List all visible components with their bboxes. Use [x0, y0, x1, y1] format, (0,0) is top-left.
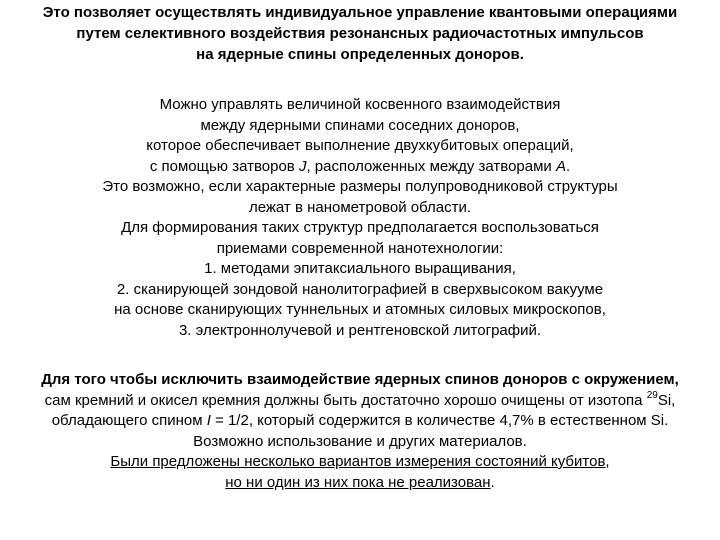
- bottom-line-2-pre: сам кремний и окисел кремния должны быть достаточно хорошо очищены от изотопа: [44, 391, 647, 409]
- middle-line-1: Можно управлять величиной косвенного взаимодействия: [159, 96, 561, 113]
- spin-variable: I: [206, 412, 211, 429]
- bottom-line-3-post: = 1/2, который содержится в количестве 4,7% в естественном Si.: [210, 412, 669, 429]
- bottom-line-2-post: Si,: [657, 391, 676, 409]
- bottom-line-4: Возможно использование и других материалов.: [193, 432, 527, 450]
- method-item-2-cont: на основе сканирующих туннельных и атомных силовых микроскопов,: [114, 301, 606, 318]
- middle-line-6: лежат в нанометровой области.: [248, 198, 472, 216]
- bottom-line-6: [0, 473, 720, 494]
- bottom-paragraph: [0, 370, 720, 493]
- middle-line-7: Для формирования таких структур предполагается воспользоваться: [121, 219, 599, 236]
- bottom-line-1: Для того чтобы исключить взаимодействие ядерных спинов доноров с окружением,: [41, 371, 679, 388]
- middle-paragraph: [0, 95, 720, 341]
- method-item-2: 2. сканирующей зондовой нанолитографией в сверхвысоком вакууме: [116, 280, 604, 298]
- bottom-line-6-underlined: но ни один из них пока не реализован: [225, 473, 491, 491]
- middle-line-4-pre: с помощью затворов: [149, 157, 299, 175]
- bottom-line-6-post: .: [490, 473, 495, 491]
- middle-line-2: между ядерными спинами соседних доноров,: [200, 116, 520, 134]
- method-item-1: 1. методами эпитаксиального выращивания,: [204, 260, 516, 277]
- middle-line-4-post: .: [565, 157, 571, 175]
- isotope-mass-number: 29: [646, 389, 658, 401]
- intro-line-3: на ядерные спины определенных доноров.: [196, 46, 524, 63]
- intro-paragraph: [0, 2, 720, 65]
- bottom-line-2: [0, 391, 720, 412]
- middle-line-4-mid: , расположенных между затворами: [306, 157, 556, 175]
- bottom-line-5: Были предложены несколько вариантов измерения состояний кубитов,: [110, 453, 610, 470]
- intro-line-2: путем селективного воздействия резонансных радиочастотных импульсов: [76, 25, 644, 42]
- gate-j-label: J: [298, 157, 307, 175]
- intro-line-1: Это позволяет осуществлять индивидуальное управление квантовыми операциями: [42, 4, 678, 21]
- gate-a-label: A: [555, 157, 566, 175]
- bottom-line-3-pre: обладающего спином: [51, 412, 207, 429]
- middle-line-5: Это возможно, если характерные размеры полупроводниковой структуры: [102, 178, 618, 195]
- middle-line-8: приемами современной нанотехнологии:: [216, 239, 504, 257]
- middle-line-4: [0, 157, 720, 178]
- method-item-3: 3. электроннолучевой и рентгеновской литографий.: [178, 321, 542, 339]
- bottom-line-3: [0, 411, 720, 432]
- middle-line-3: которое обеспечивает выполнение двухкубитовых операций,: [146, 137, 574, 154]
